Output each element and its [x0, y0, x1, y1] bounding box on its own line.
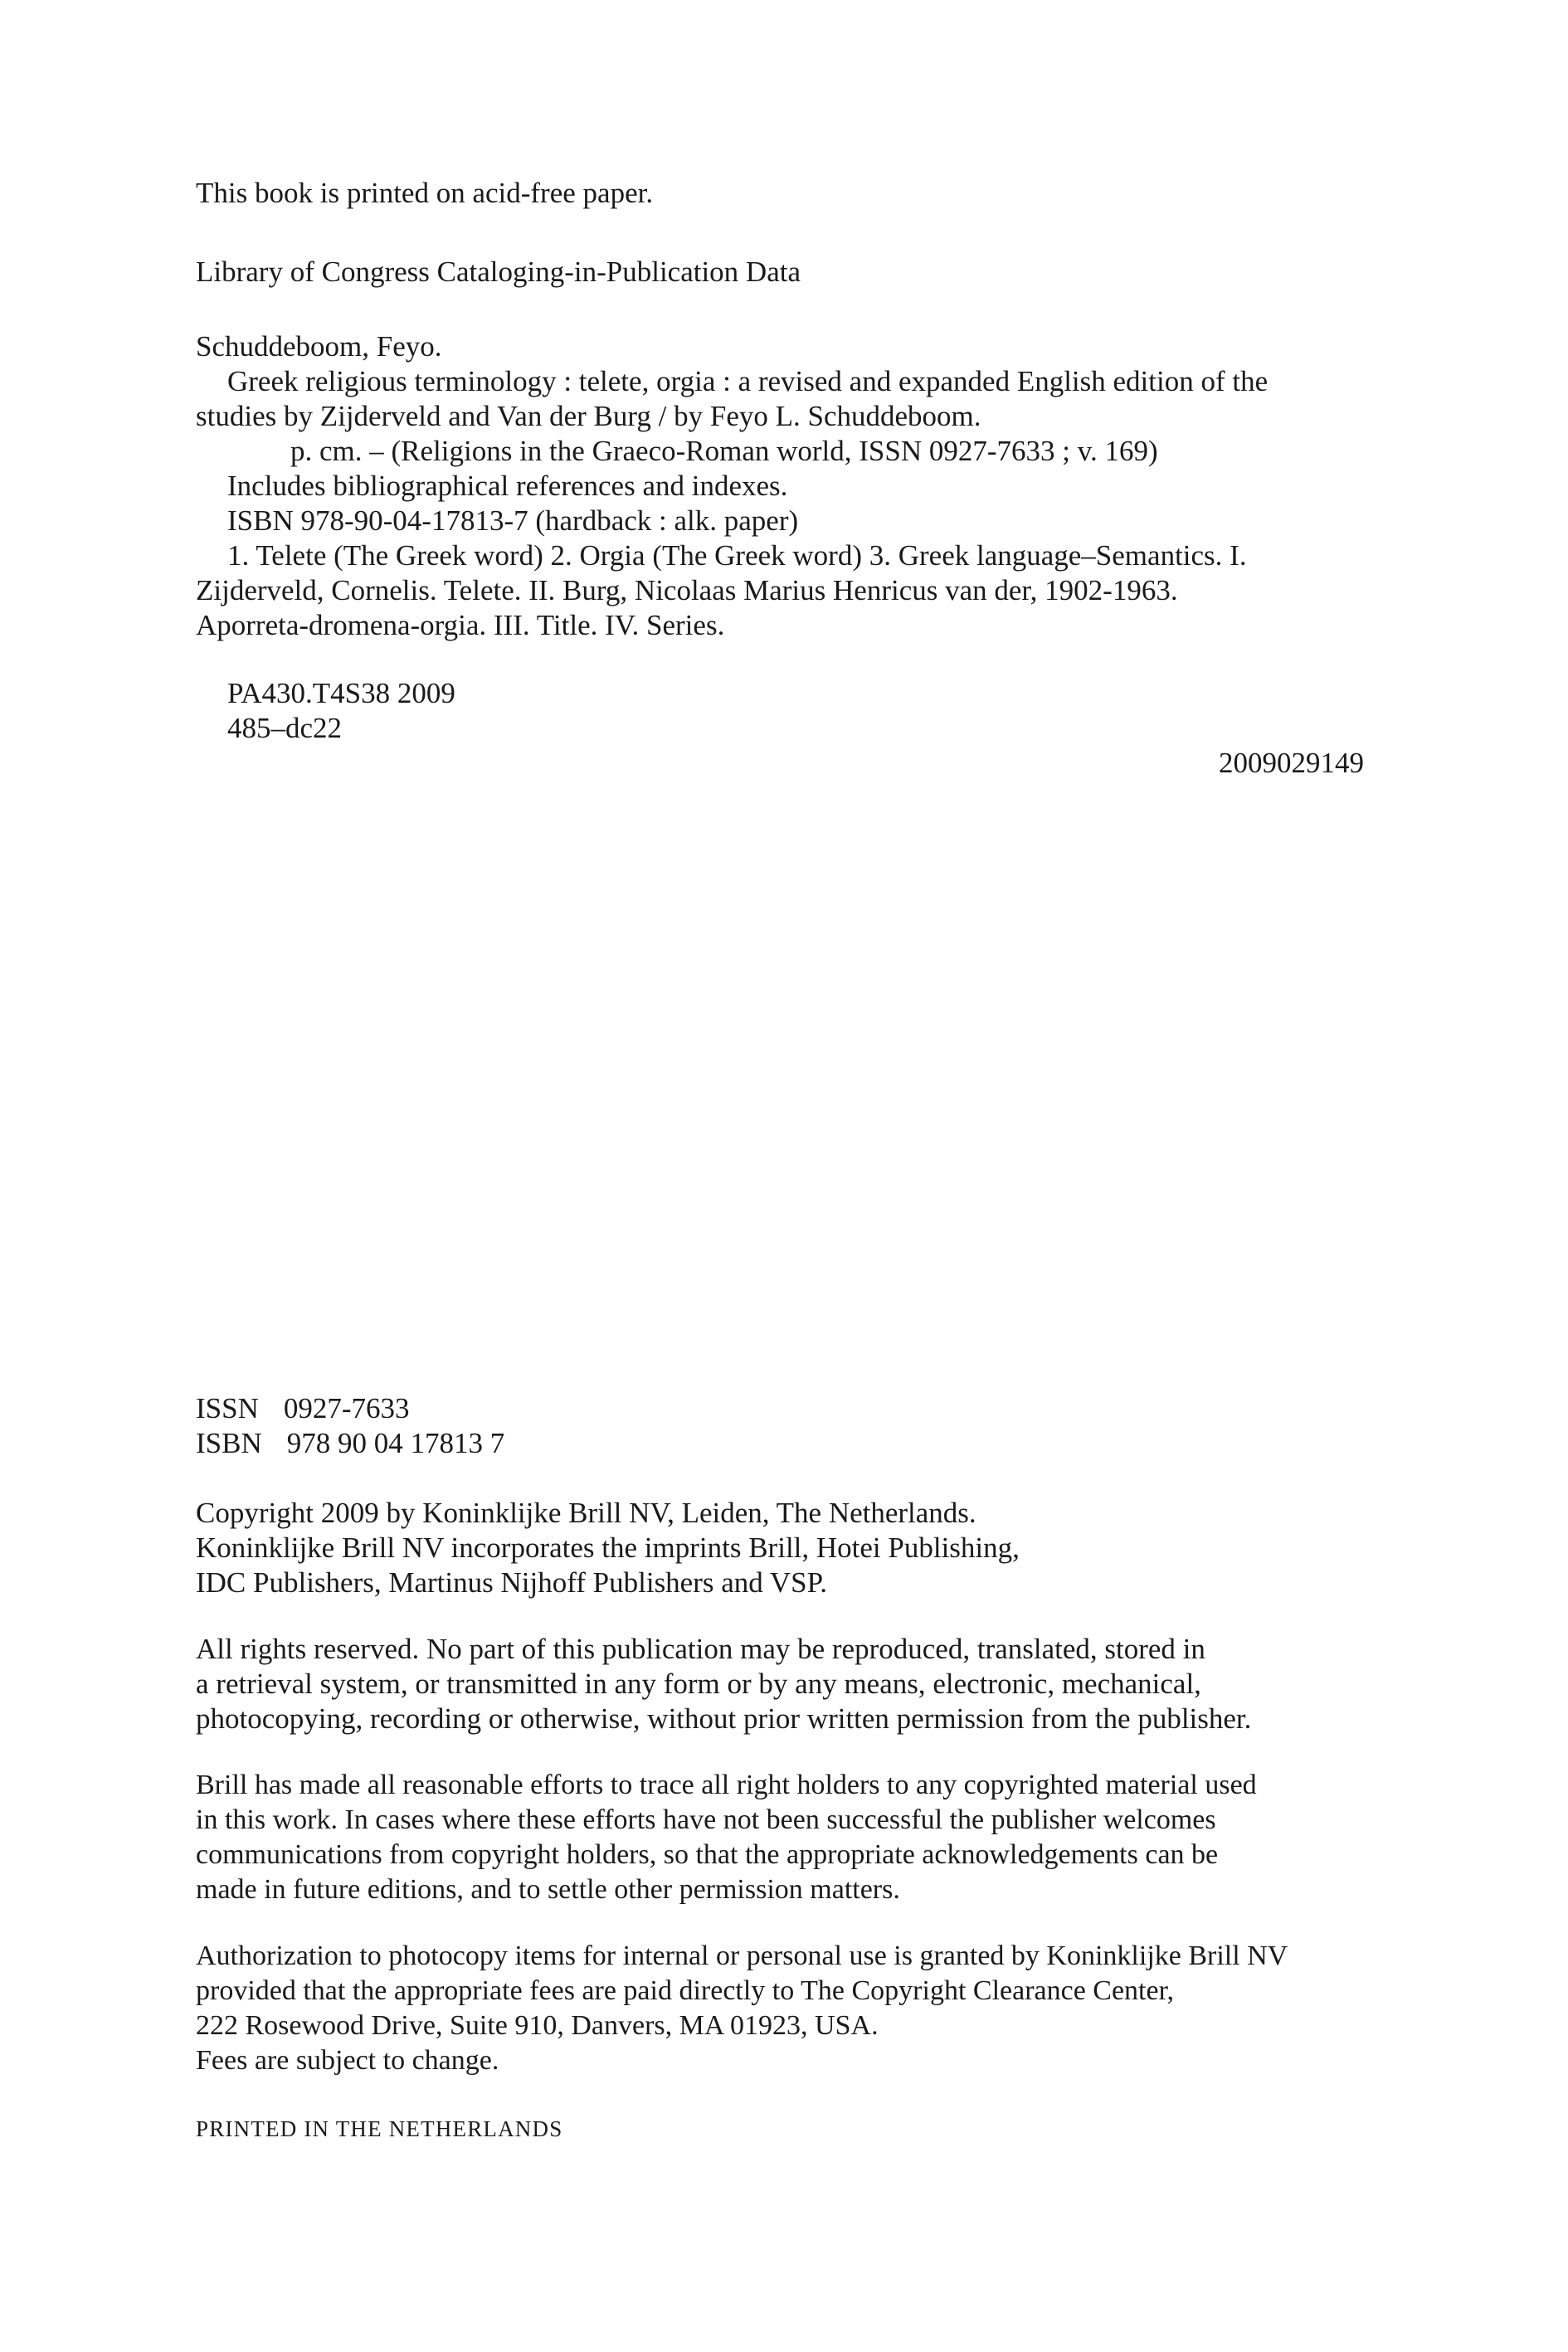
issn-value: 0927-7633 [283, 1392, 410, 1424]
copyright-line-2: Koninklijke Brill NV incorporates the imprints Brill, Hotei Publishing, [196, 1531, 1020, 1564]
efforts-line-2: in this work. In cases where these efforts have not been successful the publisher welcomes [196, 1804, 1216, 1835]
catalog-title-line-1: Greek religious terminology : telete, orgia : a revised and expanded English edition of the [227, 365, 1269, 397]
catalog-notes: Includes bibliographical references and indexes. [227, 470, 788, 502]
catalog-physical: p. cm. – (Religions in the Graeco-Roman world, ISSN 0927-7633 ; v. 169) [290, 435, 1158, 467]
acid-free-note: This book is printed on acid-free paper. [196, 177, 654, 209]
rights-line-1: All rights reserved. No part of this publication may be reproduced, translated, stored in [196, 1633, 1205, 1665]
copyright-line-3: IDC Publishers, Martinus Nijhoff Publishers and VSP. [196, 1566, 827, 1599]
catalog-dewey: 485–dc22 [227, 712, 343, 744]
catalog-author: Schuddeboom, Feyo. [196, 330, 442, 363]
rights-line-2: a retrieval system, or transmitted in any form or by any means, electronic, mechanical, [196, 1668, 1201, 1700]
isbn-label: ISBN [196, 1427, 262, 1459]
efforts-line-4: made in future editions, and to settle other permission matters. [196, 1874, 900, 1905]
issn-label: ISSN [196, 1392, 259, 1424]
rights-line-3: photocopying, recording or otherwise, without prior written permission from the publisher. [196, 1702, 1252, 1735]
catalog-subjects-line-2: Zijderveld, Cornelis. Telete. II. Burg, Nicolaas Marius Henricus van der, 1902-1963. [196, 574, 1178, 606]
authorization-line-4: Fees are subject to change. [196, 2045, 499, 2076]
printed-in-notice: PRINTED IN THE NETHERLANDS [196, 2116, 563, 2141]
authorization-line-2: provided that the appropriate fees are paid directly to The Copyright Clearance Center, [196, 1975, 1175, 2006]
issn-line [196, 1391, 410, 1426]
authorization-line-1: Authorization to photocopy items for internal or personal use is granted by Koninklijke Brill NV [196, 1941, 1288, 1971]
catalog-title-line-2: studies by Zijderveld and Van der Burg / by Feyo L. Schuddeboom. [196, 400, 981, 432]
catalog-subjects-line-3: Aporreta-dromena-orgia. III. Title. IV. Series. [196, 609, 725, 641]
isbn-value: 978 90 04 17813 7 [286, 1427, 505, 1459]
catalog-subjects-line-1: 1. Telete (The Greek word) 2. Orgia (The Greek word) 3. Greek language–Semantics. I. [227, 539, 1247, 572]
efforts-line-3: communications from copyright holders, so that the appropriate acknowledgements can be [196, 1839, 1219, 1870]
isbn-line [196, 1426, 504, 1461]
copyright-line-1: Copyright 2009 by Koninklijke Brill NV, Leiden, The Netherlands. [196, 1497, 976, 1529]
lc-cip-heading: Library of Congress Cataloging-in-Publication Data [196, 256, 801, 288]
authorization-line-3: 222 Rosewood Drive, Suite 910, Danvers, MA 01923, USA. [196, 2010, 879, 2041]
catalog-lc-class: PA430.T4S38 2009 [227, 677, 455, 709]
efforts-line-1: Brill has made all reasonable efforts to trace all right holders to any copyrighted material used [196, 1770, 1257, 1800]
catalog-isbn: ISBN 978-90-04-17813-7 (hardback : alk. paper) [227, 504, 799, 537]
catalog-lccn: 2009029149 [1219, 747, 1364, 779]
